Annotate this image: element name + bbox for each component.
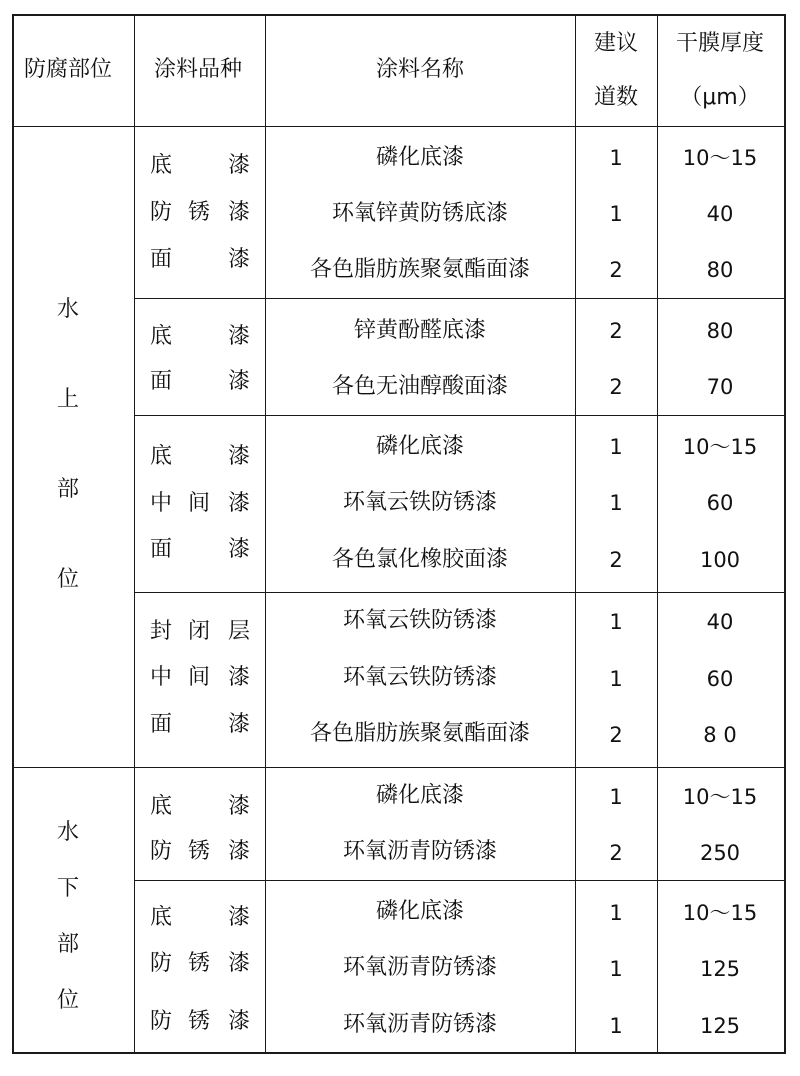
paint-type-char-c: 漆 [227,1009,250,1034]
coats-value: 2 [609,548,623,572]
paint-type-char-a: 底 [150,444,173,469]
col-divider-2 [265,14,266,1054]
paint-type-char-a: 中 [150,491,173,516]
coats-value: 1 [609,901,623,925]
coats-value: 2 [609,258,623,282]
paint-type-char-b: 锈 [187,1009,211,1034]
border-bottom [12,1052,786,1054]
paint-type-char-c: 层 [227,619,250,644]
paint-name: 环氧沥青防锈漆 [342,1012,498,1037]
section-above-water [48,297,88,593]
thickness-value: 125 [699,1014,741,1038]
paint-type-char-a: 面 [150,247,173,272]
paint-name: 各色脂肪族聚氨酯面漆 [309,257,531,282]
thickness-value: 80 [706,258,734,282]
section-below-char: 水 [56,820,79,845]
border-left [12,14,14,1054]
paint-type-char-c: 漆 [227,537,250,562]
group-rule-1 [134,298,786,299]
thickness-value: 60 [706,667,734,691]
header-paint-name: 涂料名称 [375,57,465,82]
paint-type-char-a: 面 [150,369,173,394]
paint-name: 各色无油醇酸面漆 [331,374,509,399]
thickness-value: 70 [706,375,734,399]
coats-value: 1 [609,202,623,226]
paint-type-char-c: 漆 [227,324,250,349]
paint-name: 磷化底漆 [375,145,465,170]
coats-value: 1 [609,957,623,981]
paint-type-char-c: 漆 [227,444,250,469]
paint-name: 环氧云铁防锈漆 [342,490,498,515]
paint-name: 环氧沥青防锈漆 [342,839,498,864]
paint-type-char-b: 间 [187,491,211,516]
paint-type-char-c: 漆 [227,712,250,737]
paint-name: 各色氯化橡胶面漆 [331,547,509,572]
paint-type-char-a: 底 [150,794,173,819]
border-top [12,14,786,16]
paint-name: 各色脂肪族聚氨酯面漆 [309,721,531,746]
paint-type-char-a: 底 [150,324,173,349]
paint-type-char-a: 底 [150,153,173,178]
coats-value: 1 [609,491,623,515]
paint-name: 磷化底漆 [375,783,465,808]
paint-name: 环氧云铁防锈漆 [342,608,498,633]
paint-type-char-a: 防 [150,1009,173,1034]
paint-type-char-c: 漆 [227,247,250,272]
header-coats-line1: 建议 [593,31,639,56]
paint-name: 环氧云铁防锈漆 [342,665,498,690]
paint-type-char-b: 锈 [187,200,211,225]
coats-value: 2 [609,723,623,747]
paint-type-char-a: 封 [150,619,173,644]
paint-name: 环氧锌黄防锈底漆 [331,201,509,226]
thickness-value: 125 [699,957,741,981]
section-below-char: 位 [56,988,79,1013]
thickness-value: 10～15 [682,146,758,170]
paint-type-char-c: 漆 [227,951,250,976]
paint-type-char-c: 漆 [227,491,250,516]
paint-name: 磷化底漆 [375,899,465,924]
paint-type-char-c: 漆 [227,200,250,225]
paint-type-char-a: 防 [150,200,173,225]
header-coats-line2: 道数 [593,85,639,110]
paint-name: 环氧沥青防锈漆 [342,955,498,980]
paint-spec-table [12,14,786,1054]
paint-type-char-c: 漆 [227,665,250,690]
paint-type-char-a: 防 [150,951,173,976]
header-paint-type: 涂料品种 [153,57,243,82]
section-below-char: 部 [56,932,79,957]
coats-value: 2 [609,841,623,865]
thickness-value: 10～15 [682,901,758,925]
coats-value: 2 [609,319,623,343]
group-rule-4 [134,880,786,881]
section-below-water [48,820,88,1014]
section-above-char: 水 [56,297,79,322]
thickness-value: 10～15 [682,435,758,459]
group-rule-2 [134,415,786,416]
paint-type-char-c: 漆 [227,905,250,930]
coats-value: 2 [609,375,623,399]
paint-type-char-c: 漆 [227,839,250,864]
paint-type-char-c: 漆 [227,153,250,178]
coats-value: 1 [609,785,623,809]
thickness-value: 40 [706,610,734,634]
paint-type-char-b: 闭 [187,619,211,644]
thickness-value: 60 [706,491,734,515]
paint-type-char-a: 面 [150,712,173,737]
paint-type-char-a: 面 [150,537,173,562]
paint-name: 磷化底漆 [375,434,465,459]
section-below-char: 下 [56,876,79,901]
header-thickness-line2: （μm） [680,85,760,110]
section-above-char: 部 [56,477,79,502]
thickness-value: 80 [706,319,734,343]
section-rule [12,767,786,768]
paint-type-char-a: 底 [150,905,173,930]
coats-value: 1 [609,667,623,691]
border-right [784,14,786,1054]
paint-name: 锌黄酚醛底漆 [353,318,487,343]
col-divider-1 [134,14,135,1054]
coats-value: 1 [609,610,623,634]
paint-type-char-a: 中 [150,665,173,690]
col-divider-3 [575,14,576,1054]
coats-value: 1 [609,1014,623,1038]
paint-type-char-b: 锈 [187,839,211,864]
paint-type-char-c: 漆 [227,369,250,394]
group-rule-3 [134,592,786,593]
paint-type-char-b: 锈 [187,951,211,976]
paint-type-char-b: 间 [187,665,211,690]
section-above-char: 上 [56,387,79,412]
col-divider-4 [657,14,658,1054]
coats-value: 1 [609,435,623,459]
thickness-value: 40 [706,202,734,226]
thickness-value: 250 [699,841,741,865]
paint-type-char-a: 防 [150,839,173,864]
section-above-char: 位 [56,567,79,592]
coats-value: 1 [609,146,623,170]
thickness-value: 100 [699,548,741,572]
thickness-value: 8 0 [703,723,737,747]
paint-type-char-c: 漆 [227,794,250,819]
header-location: 防腐部位 [23,57,113,82]
header-rule [12,126,786,127]
thickness-value: 10～15 [682,785,758,809]
header-thickness-line1: 干膜厚度 [675,31,765,56]
